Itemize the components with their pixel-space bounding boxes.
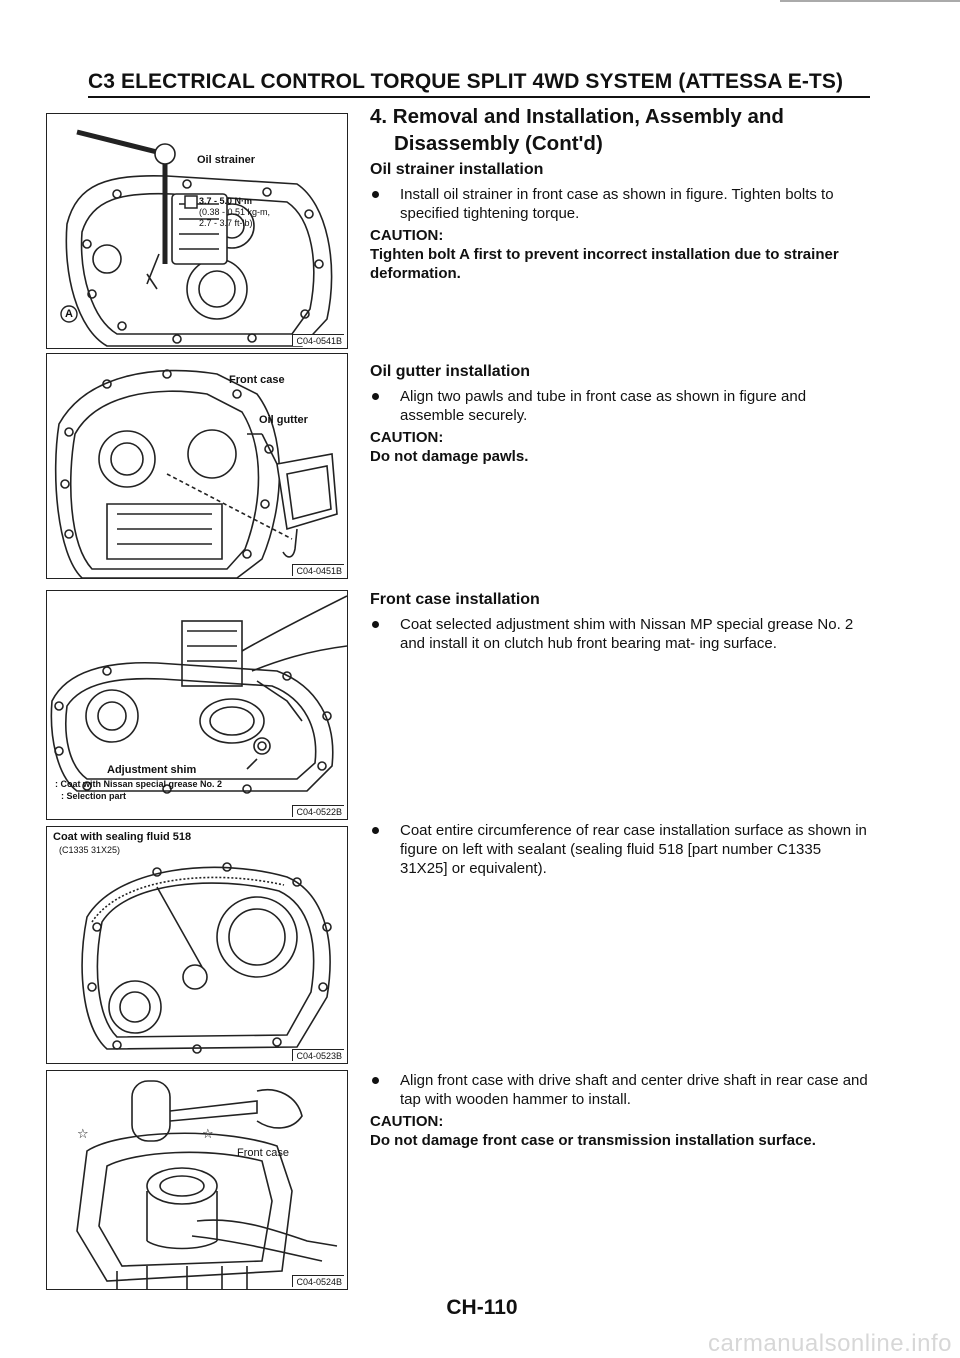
oil-strainer-heading: Oil strainer installation xyxy=(370,161,544,178)
rear-case-illustration xyxy=(47,827,347,1063)
torque-value-ftlb: 2.7 - 3.7 ft-lb) xyxy=(199,218,253,228)
page-number: CH-110 xyxy=(446,1296,518,1319)
torque-value-kgm: (0.38 - 0.51 kg-m, xyxy=(199,207,271,217)
figure-front-case-install xyxy=(46,1070,348,1290)
list-item-text: Align two pawls and tube in front case as shown in figure and assemble securely. xyxy=(400,388,807,424)
figure-code: C04-0451B xyxy=(292,564,344,576)
oil-gutter-heading: Oil gutter installation xyxy=(370,363,531,380)
figure-code: C04-0522B xyxy=(292,805,344,817)
front-case-heading: Front case installation xyxy=(370,591,540,608)
section-title xyxy=(370,103,870,157)
caution-text: Tighten bolt A first to prevent incorrect installation due to strainer deformation. xyxy=(370,246,839,282)
scan-edge-mark xyxy=(760,0,960,4)
front-case-label: Front case xyxy=(229,374,285,386)
list-item xyxy=(370,387,872,425)
star-marker-right: ☆ xyxy=(202,1126,214,1141)
oil-strainer-illustration xyxy=(47,114,347,348)
figure-sealing-fluid xyxy=(46,826,348,1064)
list-item-text: Coat selected adjustment shim with Nissan MP special grease No. 2 and install it on clutch hub front bearing mat- ing surface. xyxy=(400,616,854,652)
sealing-fluid-part-number: (C1335 31X25) xyxy=(59,845,121,855)
grease-note: : Coat with Nissan special grease No. 2 xyxy=(55,779,223,789)
bullet-icon xyxy=(372,621,379,628)
oil-strainer-section xyxy=(370,160,872,283)
list-item xyxy=(370,821,872,878)
page-header-title: C3 ELECTRICAL CONTROL TORQUE SPLIT 4WD SYSTEM (ATTESSA E-TS) xyxy=(88,70,870,98)
star-marker-left: ☆ xyxy=(77,1126,89,1141)
bullet-icon xyxy=(372,827,379,834)
bullet-icon xyxy=(372,191,379,198)
bullet-icon xyxy=(372,1077,379,1084)
oil-gutter-section xyxy=(370,362,872,466)
figure-adjustment-shim xyxy=(46,590,348,820)
oil-strainer-label: Oil strainer xyxy=(197,154,256,166)
list-item-text: Coat entire circumference of rear case installation surface as shown in figure on left with sealant (sealing fluid 518 [part number C1335 31X25] or equivalent). xyxy=(400,822,867,877)
hammer-install-section xyxy=(370,1071,872,1150)
selection-part-note: : Selection part xyxy=(61,791,127,801)
list-item-text: Align front case with drive shaft and center drive shaft in rear case and tap with wooden hammer to install. xyxy=(400,1072,868,1108)
bolt-marker-a: A xyxy=(65,308,73,320)
front-case-label: Front case xyxy=(237,1147,289,1159)
figure-oil-strainer xyxy=(46,113,348,349)
front-case-hammer-illustration xyxy=(47,1071,347,1289)
caution-label: CAUTION: xyxy=(370,227,444,244)
caution-label: CAUTION: xyxy=(370,1113,444,1130)
sealing-fluid-label: Coat with sealing fluid 518 xyxy=(53,831,192,843)
figure-code: C04-0541B xyxy=(292,334,344,346)
torque-value-nm: 3.7 - 5.0 N·m xyxy=(199,196,253,206)
caution-text: Do not damage front case or transmission installation surface. xyxy=(370,1132,816,1149)
section-title-line1: 4. Removal and Installation, Assembly and xyxy=(370,105,784,128)
list-item xyxy=(370,185,872,223)
list-item xyxy=(370,1071,872,1109)
sealant-section xyxy=(370,821,872,881)
caution-text: Do not damage pawls. xyxy=(370,448,529,465)
caution-label: CAUTION: xyxy=(370,429,444,446)
list-item-text: Install oil strainer in front case as shown in figure. Tighten bolts to specified tightening torque. xyxy=(400,186,834,222)
adjustment-shim-label: Adjustment shim xyxy=(107,764,197,776)
figure-code: C04-0523B xyxy=(292,1049,344,1061)
watermark: carmanualsonline.info xyxy=(708,1330,952,1357)
figure-code: C04-0524B xyxy=(292,1275,344,1287)
section-title-line2: Disassembly (Cont'd) xyxy=(394,132,603,155)
figure-oil-gutter xyxy=(46,353,348,579)
front-case-section xyxy=(370,590,872,656)
bullet-icon xyxy=(372,393,379,400)
list-item xyxy=(370,615,872,653)
oil-gutter-label: Oil gutter xyxy=(259,414,308,426)
oil-gutter-illustration xyxy=(47,354,347,578)
